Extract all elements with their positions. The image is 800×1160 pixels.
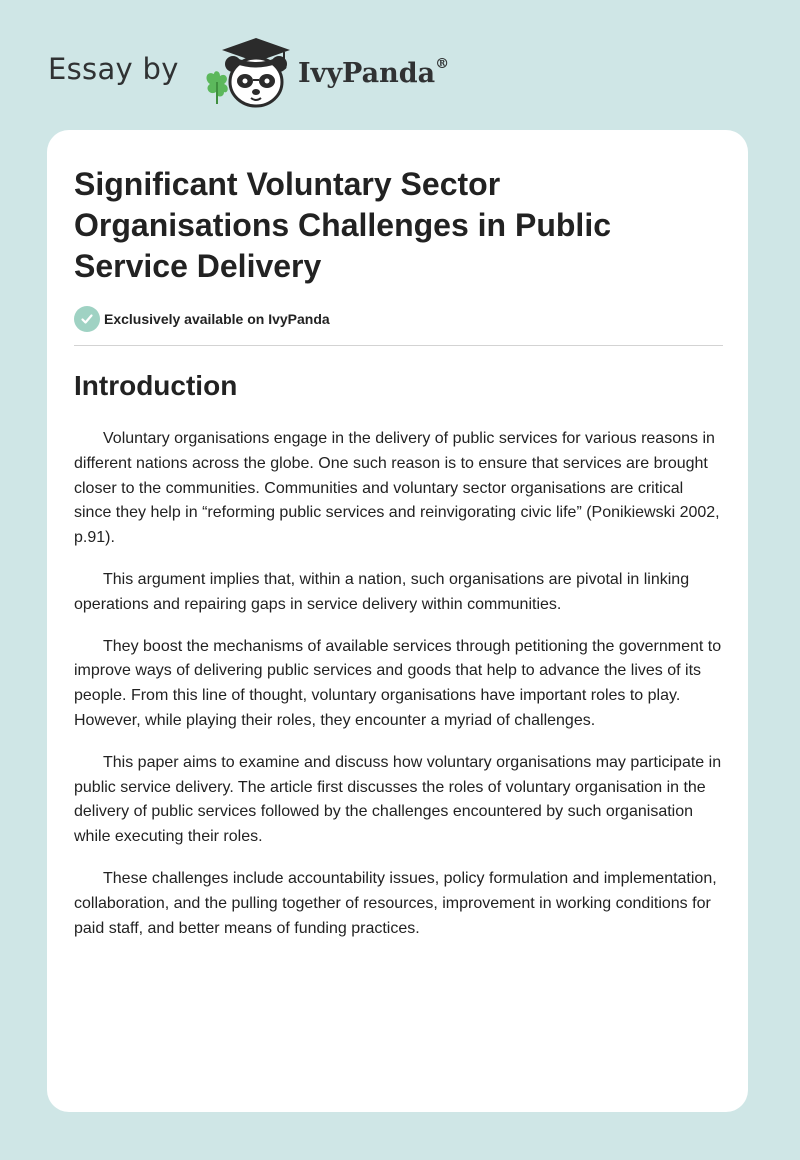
page-title: Significant Voluntary Sector Organisations Challenges in Public Service Delivery: [74, 166, 611, 284]
brand-header[interactable]: [48, 34, 508, 110]
article-body: [74, 427, 723, 958]
paragraph: These challenges include accountability issues, policy formulation and implementation, collaboration, and the pulling together of resources, improvement in working conditions for paid staff, and better means of funding practices.: [74, 869, 717, 937]
ivy-leaf-icon: [207, 71, 228, 104]
exclusive-badge-label: Exclusively available on IvyPanda: [104, 311, 330, 327]
essay-by-label: Essay by: [48, 52, 179, 86]
section-title-introduction: Introduction: [74, 370, 238, 401]
exclusive-badge: [74, 306, 330, 332]
paragraph: Voluntary organisations engage in the delivery of public services for various reasons in different nations across the globe. One such reason is to ensure that services are brought closer to the communities. Communities and voluntary sector organisations are critical since they help in “reforming public services and reinvigorating civic life” (Ponikiewski 2002, p.91).: [74, 430, 720, 547]
panda-graduate-icon: [200, 34, 296, 110]
check-circle-icon: [74, 306, 100, 332]
article-card: [47, 130, 748, 1112]
divider: [74, 345, 723, 346]
paragraph: This argument implies that, within a nation, such organisations are pivotal in linking operations and repairing gaps in service delivery within communities.: [74, 570, 690, 613]
paragraph: They boost the mechanisms of available services through petitioning the government to improve ways of delivering public services and goods that help to advance the lives of its people. From this line of thought, voluntary organisations have important roles to play. However, while playing their roles, they encounter a myriad of challenges.: [74, 637, 722, 729]
brand-name: IvyPanda®: [298, 56, 450, 89]
paragraph: This paper aims to examine and discuss how voluntary organisations may participate in public service delivery. The article first discusses the roles of voluntary organisation in the delivery of public services followed by the challenges encountered by such organisation while executing their roles.: [74, 753, 722, 846]
